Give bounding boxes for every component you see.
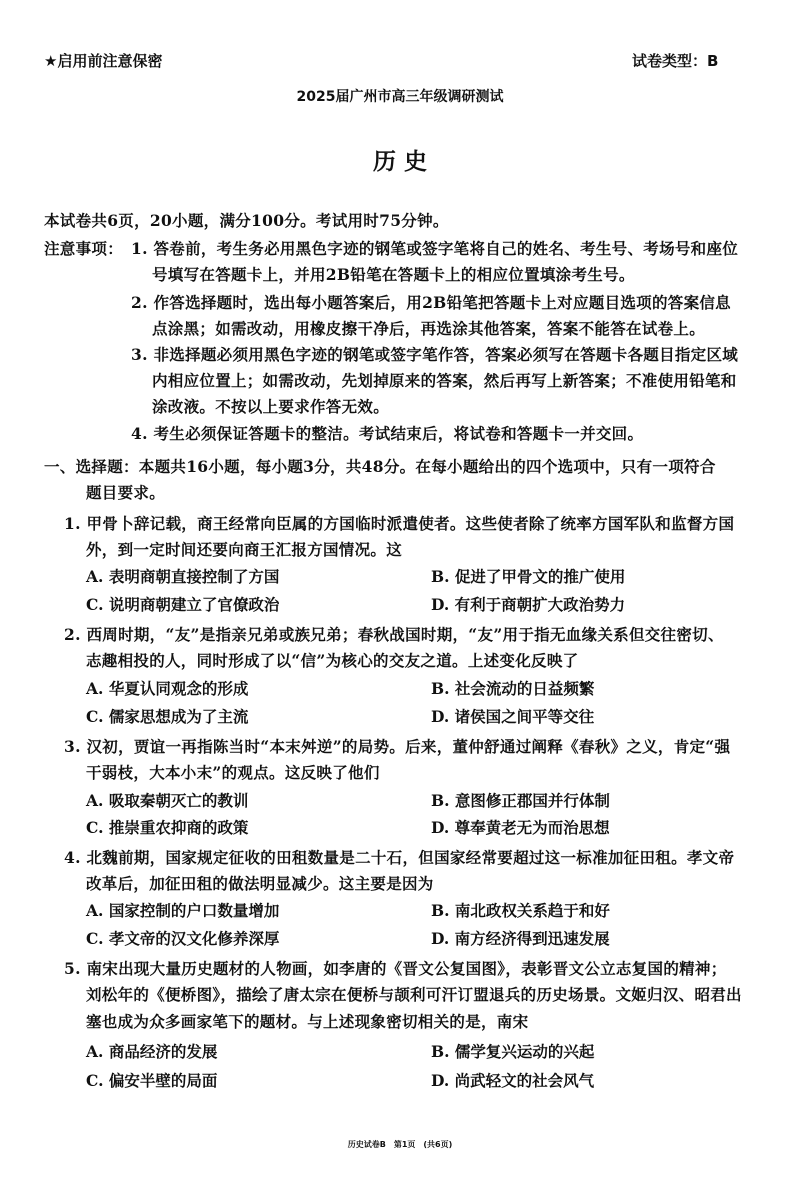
note-line: 涂改液。不按以上要求作答无效。 [152,397,390,416]
option-d: D. 诸侯国之间平等交往 [431,707,595,726]
option-d: D. 有利于商朝扩大政治势力 [431,595,626,614]
question-stem: 志趣相投的人，同时形成了以“信”为核心的交友之道。上述变化反映了 [86,651,579,670]
question-stem: 4. 北魏前期，国家规定征收的田租数量是二十石，但国家经常要超过这一标准加征田租。孝文帝 [64,848,735,867]
option-b: B. 儒学复兴运动的兴起 [431,1042,595,1061]
note-line: 2. 作答选择题时，选出每小题答案后，用2B铅笔把答题卡上对应题目选项的答案信息 [131,293,731,312]
note-line: 点涂黑；如需改动，用橡皮擦干净后，再选涂其他答案，答案不能答在试卷上。 [152,319,706,338]
option-c: C. 儒家思想成为了主流 [86,707,249,726]
note-line: 内相应位置上；如需改动，先划掉原来的答案，然后再写上新答案；不准使用铅笔和 [152,371,737,390]
note-line: 1. 答卷前，考生务必用黑色字迹的钢笔或签字笔将自己的姓名、考生号、考场号和座位 [131,239,739,258]
option-b: B. 促进了甲骨文的推广使用 [431,567,626,586]
question-stem: 改革后，加征田租的做法明显减少。这主要是因为 [86,874,434,893]
exam-title: 2025届广州市高三年级调研测试 [296,89,504,105]
question-stem: 外，到一定时间还要向商王汇报方国情况。这 [86,540,403,559]
question-stem: 干弱枝，大本小末”的观点。这反映了他们 [86,763,380,782]
option-c: C. 孝文帝的汉文化修养深厚 [86,929,280,948]
option-d: D. 尚武轻文的社会风气 [431,1071,595,1090]
section-heading: 题目要求。 [86,483,166,502]
confidential-label: ★启用前注意保密 [44,52,163,70]
option-c: C. 偏安半壁的局面 [86,1071,218,1090]
note-line: 4. 考生必须保证答题卡的整洁。考试结束后，将试卷和答题卡一并交回。 [131,424,644,443]
question-stem: 刘松年的《便桥图》，描绘了唐太宗在便桥与颉利可汗订盟退兵的历史场景。文姬归汉、昭君出 [86,985,742,1004]
option-d: D. 尊奉黄老无为而治思想 [431,818,610,837]
question-stem: 5. 南宋出现大量历史题材的人物画，如李唐的《晋文公复国图》，表彰晋文公立志复国的精神； [64,959,727,978]
page-footer: 历史试卷B 第1页 (共6页) [347,1140,453,1149]
option-a: A. 吸取秦朝灭亡的教训 [86,791,249,810]
note-line: 号填写在答题卡上，并用2B铅笔在答题卡上的相应位置填涂考生号。 [152,265,635,284]
paper-type-label: 试卷类型：B [632,52,719,70]
option-d: D. 南方经济得到迅速发展 [431,929,610,948]
note-line: 3. 非选择题必须用黑色字迹的钢笔或签字笔作答，答案必须写在答题卡各题目指定区域 [131,345,739,364]
question-stem: 3. 汉初，贾谊一再指陈当时“本末舛逆”的局势。后来，董仲舒通过阐释《春秋》之义，肯定“强 [64,737,731,756]
option-b: B. 南北政权关系趋于和好 [431,901,610,920]
subject-title: 历 史 [372,149,427,175]
option-a: A. 华夏认同观念的形成 [86,679,249,698]
intro-text: 本试卷共6页，20小题，满分100分。考试用时75分钟。 [44,211,449,230]
question-stem: 2. 西周时期，“友”是指亲兄弟或族兄弟；春秋战国时期，“友”用于指无血缘关系但交往密切、 [64,625,724,644]
option-a: A. 国家控制的户口数量增加 [86,901,280,920]
notes-label: 注意事项： [44,239,124,258]
option-c: C. 推崇重农抑商的政策 [86,818,249,837]
option-c: C. 说明商朝建立了官僚政治 [86,595,280,614]
option-a: A. 表明商朝直接控制了方国 [86,567,280,586]
option-a: A. 商品经济的发展 [86,1042,218,1061]
option-b: B. 社会流动的日益频繁 [431,679,595,698]
section-heading: 一、选择题：本题共16小题，每小题3分，共48分。在每小题给出的四个选项中，只有一项符合 [44,457,716,476]
question-stem: 塞也成为众多画家笔下的题材。与上述现象密切相关的是，南宋 [86,1012,529,1031]
option-b: B. 意图修正郡国并行体制 [431,791,610,810]
question-stem: 1. 甲骨卜辞记载，商王经常向臣属的方国临时派遣使者。这些使者除了统率方国军队和监督方国 [64,514,735,533]
